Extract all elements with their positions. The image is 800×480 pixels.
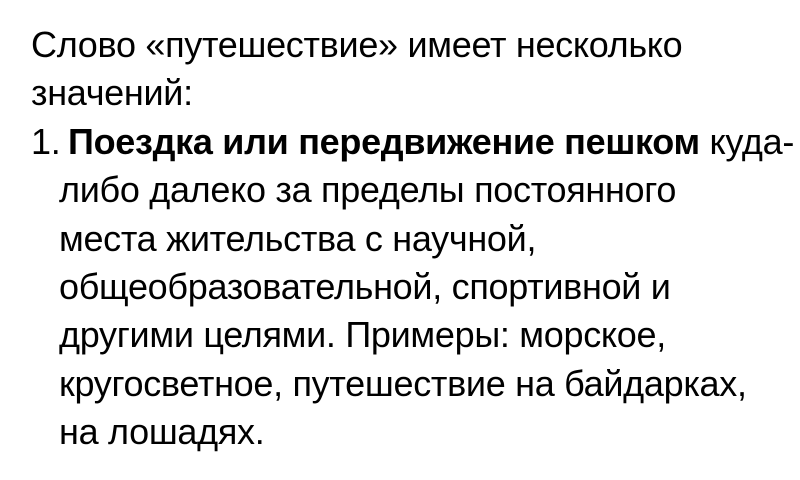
- definition-item: [31, 118, 795, 457]
- intro-line: значений:: [31, 72, 193, 114]
- definition-first-line-rest: куда-: [699, 120, 795, 162]
- intro-line: Слово «путешествие» имеет несколько: [31, 24, 683, 65]
- definition-text: [59, 118, 795, 457]
- definition-bold-lead: Поездка или передвижение пешком: [68, 120, 700, 162]
- definition-line: места жительства с научной,: [59, 217, 537, 259]
- intro-paragraph: [31, 21, 772, 118]
- list-number: 1.: [31, 120, 61, 162]
- definition-line: на лошадях.: [59, 411, 265, 453]
- definition-line: либо далеко за пределы постоянного: [59, 169, 677, 211]
- definition-line: общеобразовательной, спортивной и: [59, 266, 671, 308]
- definition-first-line: [59, 118, 795, 166]
- definition-line: другими целями. Примеры: морское,: [59, 314, 666, 356]
- definition-list: [31, 118, 795, 457]
- definition-line: кругосветное, путешествие на байдарках,: [59, 362, 747, 404]
